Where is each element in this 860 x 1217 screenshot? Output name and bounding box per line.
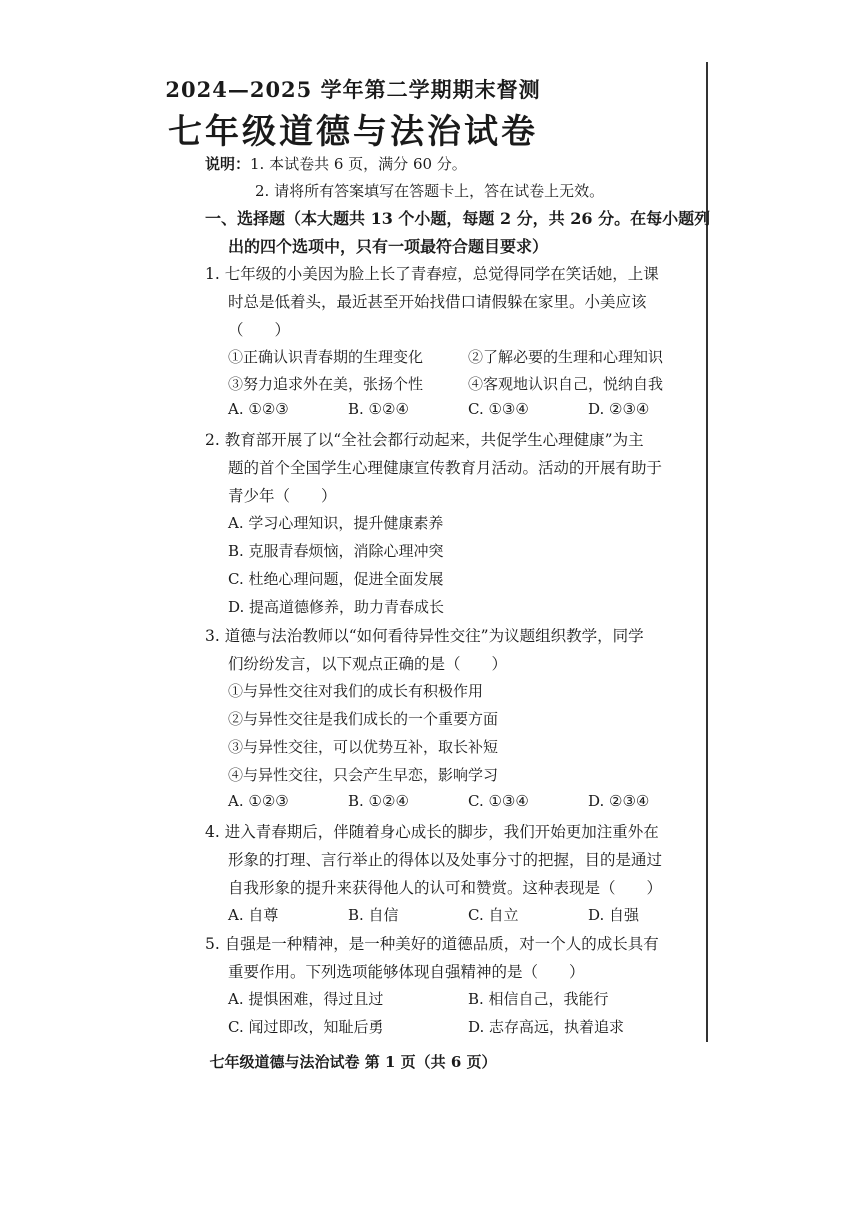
question-3-stem-1: 3. 道德与法治教师以“如何看待异性交往”为议题组织教学，同学 (205, 627, 644, 645)
question-4-option-c: C. 自立 (468, 906, 519, 924)
question-1-option-a: A. ①②③ (228, 400, 289, 418)
question-1-item-4: ④客观地认识自己，悦纳自我 (468, 375, 664, 393)
question-3-option-c: C. ①③④ (468, 792, 529, 810)
question-3-item-1: ①与异性交往对我们的成长有积极作用 (228, 682, 484, 700)
page-footer: 七年级道德与法治试卷 第 1 页（共 6 页） (209, 1053, 497, 1071)
question-3-item-2: ②与异性交往是我们成长的一个重要方面 (228, 710, 499, 728)
question-2-stem-2: 题的首个全国学生心理健康宣传教育月活动。活动的开展有助于 (228, 459, 663, 477)
question-4-stem-3: 自我形象的提升来获得他人的认可和赞赏。这种表现是（ ） (228, 879, 663, 897)
question-2-stem-3: 青少年（ ） (228, 487, 337, 505)
question-4-option-b: B. 自信 (348, 906, 399, 924)
question-2-option-b: B. 克服青春烦恼，消除心理冲突 (228, 542, 444, 560)
question-1-stem-1: 1. 七年级的小美因为脸上长了青春痘，总觉得同学在笑话她，上课 (205, 265, 659, 283)
notes-line-2: 2. 请将所有答案填写在答题卡上，答在试卷上无效。 (255, 182, 605, 200)
question-3-item-3: ③与异性交往，可以优势互补，取长补短 (228, 738, 499, 756)
question-3-stem-2: 们纷纷发言，以下观点正确的是（ ） (228, 655, 508, 673)
question-1-stem-3: （ ） (228, 321, 291, 339)
question-5-option-c: C. 闻过即改，知耻后勇 (228, 1018, 384, 1036)
question-3-option-d: D. ②③④ (588, 792, 650, 810)
question-1-item-1: ①正确认识青春期的生理变化 (228, 348, 424, 366)
section-heading-line-1: 一、选择题（本大题共 13 个小题，每题 2 分，共 26 分。在每小题列 (205, 209, 711, 228)
question-4-option-a: A. 自尊 (228, 906, 279, 924)
question-5-stem-2: 重要作用。下列选项能够体现自强精神的是（ ） (228, 963, 585, 981)
question-3-option-a: A. ①②③ (228, 792, 289, 810)
section-heading-line-2: 出的四个选项中，只有一项最符合题目要求） (228, 237, 549, 256)
question-2-option-d: D. 提高道德修养，助力青春成长 (228, 598, 445, 616)
question-1-item-3: ③努力追求外在美，张扬个性 (228, 375, 424, 393)
question-4-stem-1: 4. 进入青春期后，伴随着身心成长的脚步，我们开始更加注重外在 (205, 823, 659, 841)
question-4-option-d: D. 自强 (588, 906, 640, 924)
question-1-option-d: D. ②③④ (588, 400, 650, 418)
question-1-option-b: B. ①②④ (348, 400, 409, 418)
question-2-option-a: A. 学习心理知识，提升健康素养 (228, 514, 444, 532)
question-3-option-b: B. ①②④ (348, 792, 409, 810)
notes-label: 说明： (205, 155, 251, 173)
notes-line-1 (205, 153, 467, 174)
question-3-item-4: ④与异性交往，只会产生早恋，影响学习 (228, 766, 499, 784)
question-5-option-b: B. 相信自己，我能行 (468, 990, 609, 1008)
question-5-stem-1: 5. 自强是一种精神，是一种美好的道德品质，对一个人的成长具有 (205, 935, 659, 953)
question-5-option-a: A. 提惧困难，得过且过 (228, 990, 384, 1008)
question-1-stem-2: 时总是低着头，最近甚至开始找借口请假躲在家里。小美应该 (228, 293, 647, 311)
question-2-stem-1: 2. 教育部开展了以“全社会都行动起来，共促学生心理健康”为主 (205, 431, 644, 449)
exam-subtitle: 2024—2025 学年第二学期期末督测 (165, 77, 541, 102)
question-4-stem-2: 形象的打理、言行举止的得体以及处事分寸的把握，目的是通过 (228, 851, 663, 869)
exam-title: 七年级道德与法治试卷 (168, 112, 538, 152)
notes-text-1: 1. 本试卷共 6 页，满分 60 分。 (250, 155, 467, 173)
question-1-option-c: C. ①③④ (468, 400, 529, 418)
question-5-option-d: D. 志存高远，执着追求 (468, 1018, 625, 1036)
question-2-option-c: C. 杜绝心理问题，促进全面发展 (228, 570, 444, 588)
question-1-item-2: ②了解必要的生理和心理知识 (468, 348, 664, 366)
